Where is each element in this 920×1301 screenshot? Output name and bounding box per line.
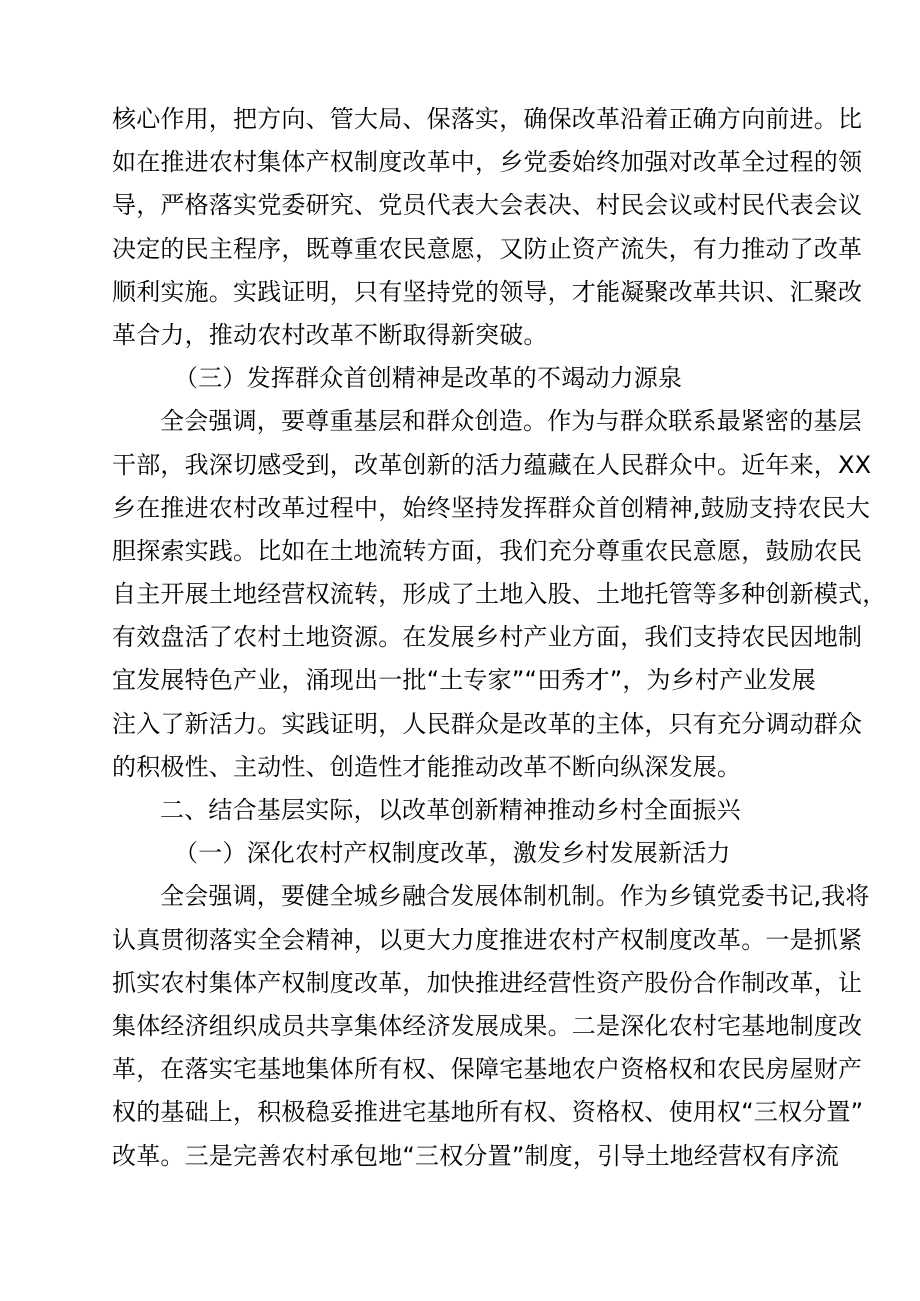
body-text-line: 自主开展土地经营权流转，形成了土地入股、土地托管等多种创新模式， (112, 580, 887, 609)
body-text-line: 注入了新活力。实践证明，人民群众是改革的主体，只有充分调动群众 (112, 709, 863, 738)
body-text-line: 顺利实施。实践证明，只有坚持党的领导，才能凝聚改革共识、汇聚改 (112, 277, 863, 306)
subsection-heading: （一）深化农村产权制度改革，激发乡村发展新活力 (174, 839, 731, 868)
body-text-line: 核心作用，把方向、管大局、保落实，确保改革沿着正确方向前进。比 (112, 105, 863, 133)
body-text-line: 决定的民主程序，既尊重农民意愿，又防止资产流失，有力推动了改革 (112, 234, 863, 263)
body-text-line: 干部，我深切感受到，改革创新的活力蕴藏在人民群众中。近年来，XX (112, 450, 872, 479)
paragraph-first-line: 全会强调，要尊重基层和群众创造。作为与群众联系最紧密的基层 (160, 407, 862, 436)
body-text-line: 革，在落实宅基地集体所有权、保障宅基地农户资格权和农民房屋财产 (112, 1055, 863, 1084)
body-text-line: 集体经济组织成员共享集体经济发展成果。二是深化农村宅基地制度改 (112, 1011, 863, 1040)
body-text-line: 胆探索实践。比如在土地流转方面，我们充分尊重农民意愿，鼓励农民 (112, 536, 863, 565)
body-text-line: 如在推进农村集体产权制度改革中，乡党委始终加强对改革全过程的领 (112, 148, 863, 177)
body-text-line: 认真贯彻落实全会精神，以更大力度推进农村产权制度改革。一是抓紧 (112, 925, 863, 954)
body-text-line: 抓实农村集体产权制度改革，加快推进经营性资产股份合作制改革，让 (112, 968, 863, 997)
body-text-line: 乡在推进农村改革过程中，始终坚持发挥群众首创精神,鼓励支持农民大 (112, 493, 871, 522)
section-heading: 二、结合基层实际，以改革创新精神推动乡村全面振兴 (160, 796, 741, 824)
body-text-line: 革合力，推动农村改革不断取得新突破。 (112, 320, 548, 349)
paragraph-first-line: 全会强调，要健全城乡融合发展体制机制。作为乡镇党委书记,我将 (160, 882, 870, 911)
body-text-line: 改革。三是完善农村承包地“三权分置”制度，引导土地经营权有序流 (112, 1141, 840, 1170)
subsection-heading: （三）发挥群众首创精神是改革的不竭动力源泉 (174, 364, 683, 393)
body-text-line: 导，严格落实党委研究、党员代表大会表决、村民会议或村民代表会议 (112, 191, 863, 220)
body-text-line: 的积极性、主动性、创造性才能推动改革不断向纵深发展。 (112, 752, 742, 781)
body-text-line: 有效盘活了农村土地资源。在发展乡村产业方面，我们支持农民因地制 (112, 623, 863, 652)
document-page (112, 98, 887, 1178)
body-text-line: 权的基础上，积极稳妥推进宅基地所有权、资格权、使用权“三权分置” (112, 1098, 864, 1127)
body-text-line: 宜发展特色产业，涌现出一批“土专家”“田秀才”，为乡村产业发展 (112, 666, 816, 695)
